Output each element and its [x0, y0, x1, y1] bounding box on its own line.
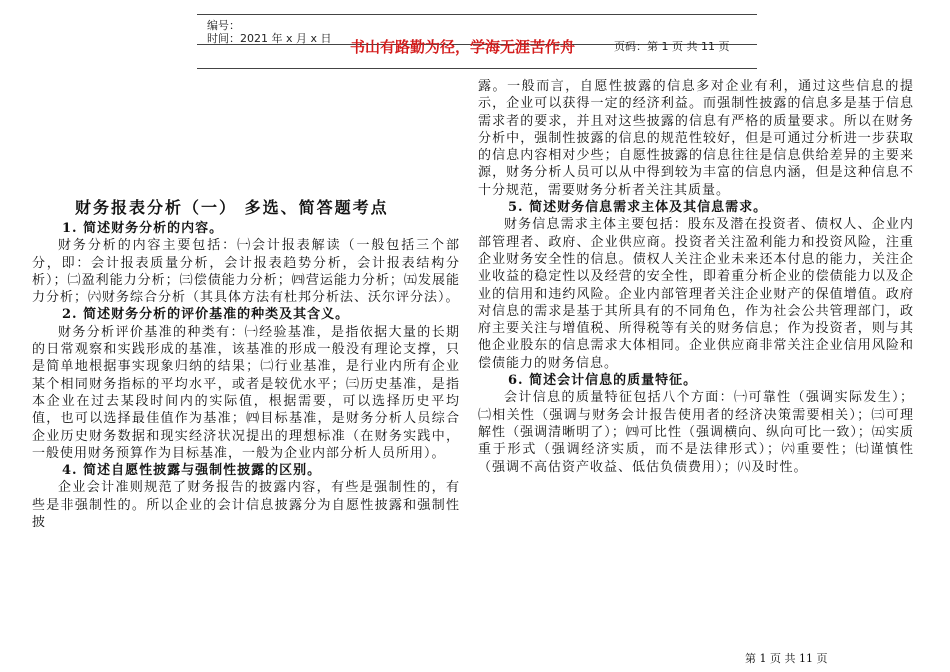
- left-column: [32, 198, 460, 531]
- q1-heading: 1. 简述财务分析的内容。: [62, 221, 224, 236]
- q6-body: 会计信息的质量特征包括八个方面：㈠可靠性（强调实际发生）；㈡相关性（强调与财务会计报告使用者的经济决策需要相关）；㈢可理解性（强调清晰明了）；㈣可比性（强调横向、纵向可比一致）；㈤实质重于形式（强调经济实质，而不是法律形式）；㈥重要性；㈦谨慎性（强调不高估资产收益、低估负债费用）；㈧及时性。: [478, 390, 914, 475]
- document-title: 财务报表分析（一） 多选、简答题考点: [75, 198, 389, 217]
- q4-body-part2: 露。一般而言，自愿性披露的信息多对企业有利，通过这些信息的提示，企业可以获得一定的经济利益。而强制性披露的信息多是基于信息需求者的要求，并且对这些披露的信息有严格的质量要求。所以在财务分析中，强制性披露的信息的规范性较好，但是可通过分析进一步获取的信息内容相对少些；自愿性披露的信息往往是信息供给差异的主要来源，财务分析人员可以从中得到较为丰富的信息内涵，但是这种信息不十分规范，需要财务分析者关注其质量。: [478, 79, 914, 198]
- q4-body-part1: 企业会计准则规范了财务报告的披露内容，有些是强制性的，有些是非强制性的。所以企业的会计信息披露分为自愿性披露和强制性披: [32, 480, 460, 531]
- header-motto: 书山有路勤为径，学海无涯苦作舟: [350, 38, 576, 56]
- q6-heading: 6. 简述会计信息的质量特征。: [508, 373, 698, 389]
- q5-body: 财务信息需求主体主要包括：股东及潜在投资者、债权人、企业内部管理者、政府、企业供应商。投资者关注盈利能力和投资风险，注重企业财务安全性的信息。债权人关注企业未来还本付息的能力，关注企业收益的稳定性以及经营的安全性，即着重分析企业的偿债能力以及企业的信用和违约风险。企业内部管理者关注企业财产的保值增值。政府对信息的需求是基于其所具有的不同角色，作为社会公共管理部门，政府主要关注与增值税、所得税等有关的财务信息；作为投资者，则与其他企业股东的信息需求大体相同。企业供应商非常关注企业信用风险和偿债能力的财务信息。: [478, 217, 914, 371]
- doc-time-label: 时间：2021 年 x 月 x 日: [207, 32, 332, 45]
- doc-id-label: 编号：: [207, 19, 240, 32]
- q5-heading: 5. 简述财务信息需求主体及其信息需求。: [508, 200, 768, 216]
- page-header: [197, 14, 757, 70]
- header-top-rule: [197, 14, 757, 15]
- page-number-label: 页码：第 1 页 共 11 页: [614, 40, 730, 53]
- header-bottom-rule: [197, 68, 757, 69]
- q2-heading: 2. 简述财务分析的评价基准的种类及其含义。: [62, 307, 350, 323]
- page-footer: 第 1 页 共 11 页: [745, 652, 828, 665]
- q4-heading: 4. 简述自愿性披露与强制性披露的区别。: [62, 463, 322, 479]
- q2-body: 财务分析评价基准的种类有：㈠经验基准，是指依据大量的长期的日常观察和实践形成的基准，该基准的形成一般没有理论支撑，只是简单地根据事实现象归纳的结果；㈡行业基准，是行业内所有企业某个相同财务指标的平均水平，或者是较优水平；㈢历史基准，是指本企业在过去某段时间内的实际值，根据需要，可以选择历史平均值，也可以选择最佳值作为基准；㈣目标基准，是财务分析人员综合企业历史财务数据和现实经济状况提出的理想标准（在财务实践中，一般使用财务预算作为目标基准，一般为企业内部分析人员所用）。: [32, 324, 460, 461]
- q1-body: 财务分析的内容主要包括：㈠会计报表解读（一般包括三个部分，即：会计报表质量分析，会计报表趋势分析，会计报表结构分析）；㈡盈利能力分析；㈢偿债能力分析；㈣营运能力分析；㈤发展能力分析；㈥财务综合分析（其具体方法有杜邦分析法、沃尔评分法）。: [32, 238, 460, 306]
- right-column: [478, 78, 914, 476]
